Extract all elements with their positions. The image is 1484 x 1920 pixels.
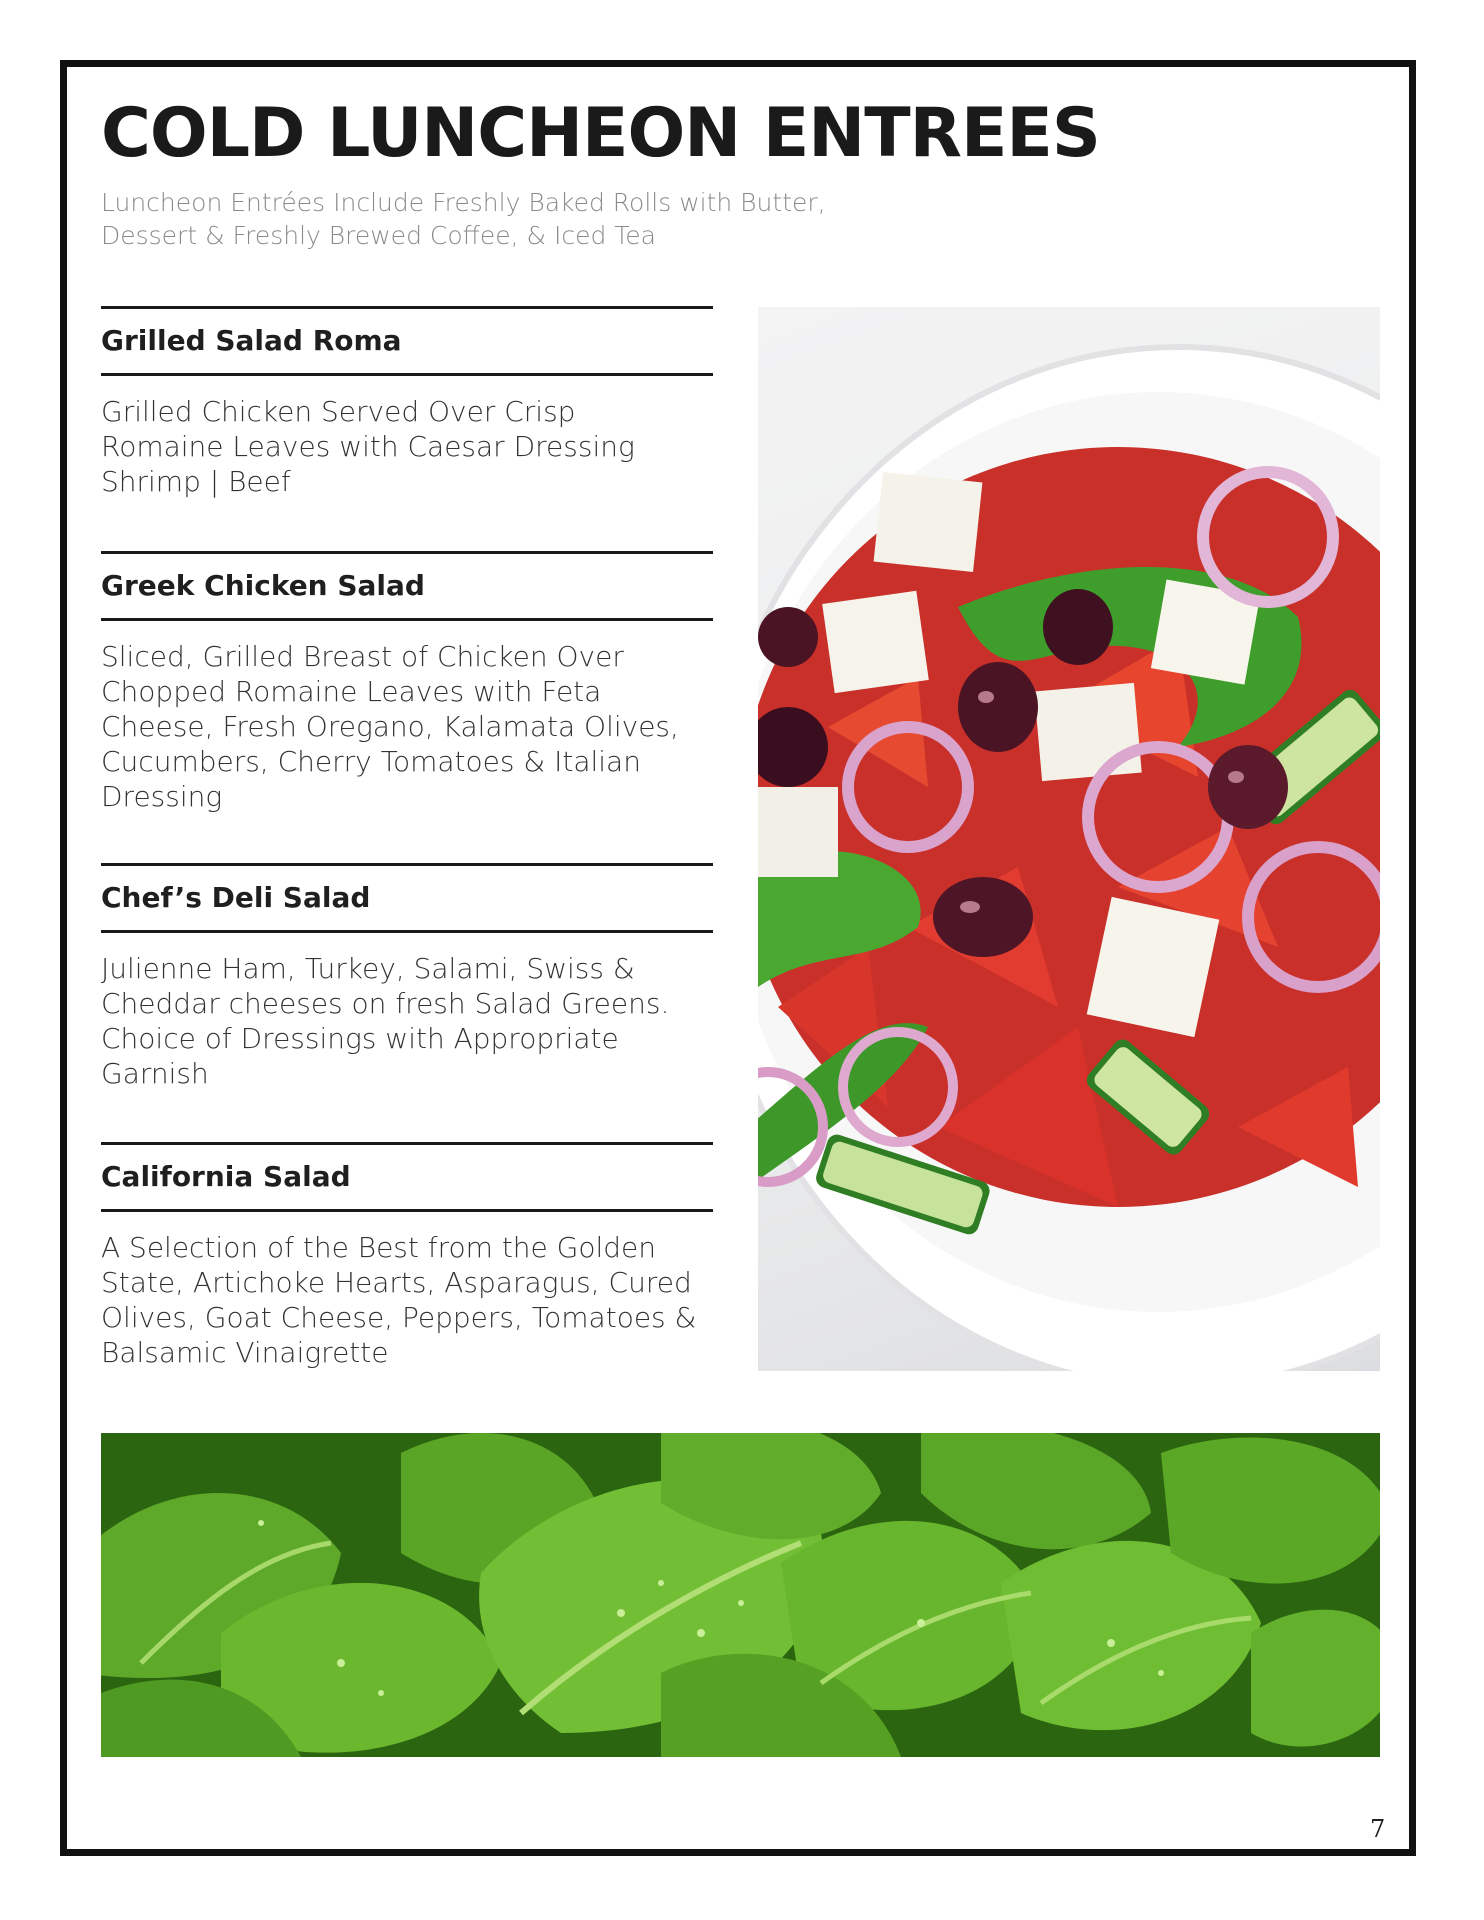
greek-salad-illustration: [758, 307, 1380, 1371]
menu-item-description: [101, 621, 713, 814]
description-line: Julienne Ham, Turkey, Salami, Swiss &: [101, 952, 635, 985]
description-line: Sliced, Grilled Breast of Chicken Over: [101, 640, 624, 673]
menu-item-name: California Salad: [101, 1160, 351, 1193]
menu-item-description: [101, 1212, 713, 1370]
menu-item-name: Chef’s Deli Salad: [101, 881, 371, 914]
description-line: State, Artichoke Hearts, Asparagus, Cured: [101, 1266, 692, 1299]
page-subtitle: [101, 186, 1001, 252]
description-line: A Selection of the Best from the Golden: [101, 1231, 657, 1264]
description-line: Garnish: [101, 1057, 209, 1090]
menu-item: [101, 306, 713, 499]
subtitle-line-2: Dessert & Freshly Brewed Coffee, & Iced Tea: [101, 221, 656, 250]
greek-salad-photo: [758, 307, 1380, 1371]
romaine-lettuce-illustration: [101, 1433, 1380, 1757]
page-title: COLD LUNCHEON ENTREES: [101, 94, 1100, 173]
description-line: Cheddar cheeses on fresh Salad Greens.: [101, 987, 670, 1020]
description-line: Cheese, Fresh Oregano, Kalamata Olives,: [101, 710, 679, 743]
menu-item-description: [101, 933, 713, 1091]
menu-item: [101, 863, 713, 1091]
description-line: Romaine Leaves with Caesar Dressing: [101, 430, 635, 463]
page-number: 7: [1370, 1815, 1386, 1843]
description-line: Grilled Chicken Served Over Crisp: [101, 395, 576, 428]
menu-item: [101, 1142, 713, 1370]
description-line: Shrimp | Beef: [101, 465, 291, 498]
menu-item: [101, 551, 713, 814]
description-line: Chopped Romaine Leaves with Feta: [101, 675, 602, 708]
menu-item-name: Grilled Salad Roma: [101, 324, 402, 357]
romaine-lettuce-photo: [101, 1433, 1380, 1757]
description-line: Cucumbers, Cherry Tomatoes & Italian: [101, 745, 641, 778]
description-line: Balsamic Vinaigrette: [101, 1336, 389, 1369]
subtitle-line-1: Luncheon Entrées Include Freshly Baked Rolls with Butter,: [101, 188, 826, 217]
description-line: Olives, Goat Cheese, Peppers, Tomatoes &: [101, 1301, 697, 1334]
menu-item-description: [101, 376, 713, 499]
description-line: Choice of Dressings with Appropriate: [101, 1022, 619, 1055]
menu-item-name: Greek Chicken Salad: [101, 569, 425, 602]
description-line: Dressing: [101, 780, 223, 813]
